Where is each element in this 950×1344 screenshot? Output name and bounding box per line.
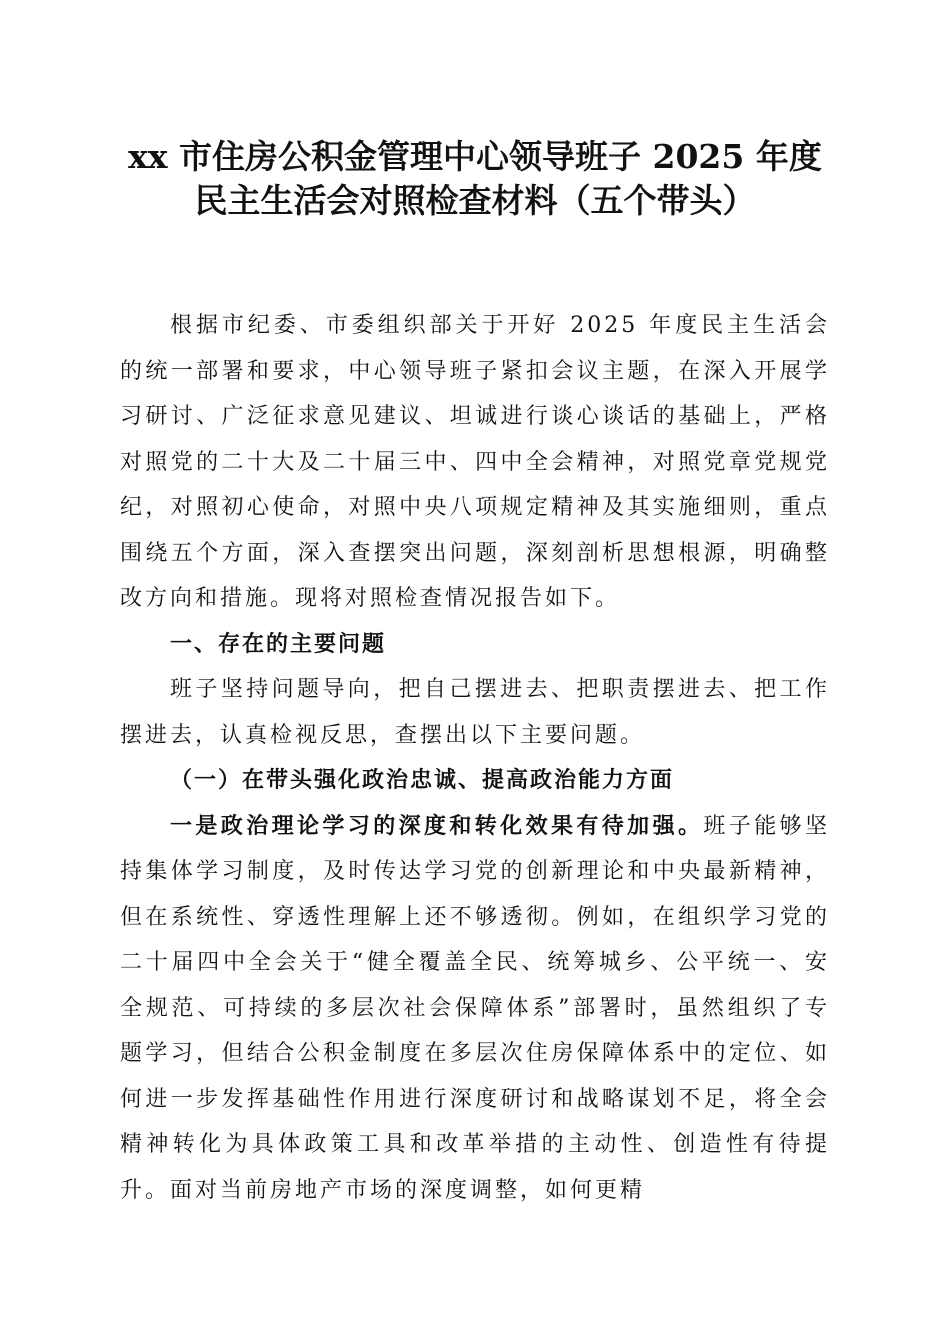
point-one-paragraph bbox=[120, 804, 830, 1214]
section-heading-problems: 一、存在的主要问题 bbox=[170, 631, 387, 657]
document-body bbox=[120, 303, 830, 1213]
point-one-lead: 一是政治理论学习的深度和转化效果有待加强。 bbox=[170, 812, 704, 839]
title-line-1: xx 市住房公积金管理中心领导班子 2025 年度 bbox=[128, 137, 822, 176]
section-intro-paragraph: 班子坚持问题导向，把自己摆进去、把职责摆进去、把工作摆进去，认真检视反思，查摆出以下主要问题。 bbox=[120, 677, 830, 748]
intro-paragraph: 根据市纪委、市委组织部关于开好 2025 年度民主生活会的统一部署和要求，中心领导班子紧扣会议主题，在深入开展学习研讨、广泛征求意见建议、坦诚进行谈心谈话的基础上，严格对照党的二十大及二十届三中、四中全会精神，对照党章党规党纪，对照初心使命，对照中央八项规定精神及其实施细则，重点围绕五个方面，深入查摆突出问题，深刻剖析思想根源，明确整改方向和措施。现将对照检查情况报告如下。 bbox=[120, 313, 830, 611]
document-title bbox=[120, 135, 830, 223]
point-one-text: 班子能够坚持集体学习制度，及时传达学习党的创新理论和中央最新精神，但在系统性、穿透性理解上还不够透彻。例如，在组织学习党的二十届四中全会关于“健全覆盖全民、统筹城乡、公平统一、安全规范、可持续的多层次社会保障体系”部署时，虽然组织了专题学习，但结合公积金制度在多层次住房保障体系中的定位、如何进一步发挥基础性作用进行深度研讨和战略谋划不足，将全会精神转化为具体政策工具和改革举措的主动性、创造性有待提升。面对当前房地产市场的深度调整，如何更精 bbox=[120, 813, 830, 1203]
title-line-2: 民主生活会对照检查材料（五个带头） bbox=[194, 181, 756, 220]
subsection-heading-political-loyalty: （一）在带头强化政治忠诚、提高政治能力方面 bbox=[170, 767, 675, 793]
